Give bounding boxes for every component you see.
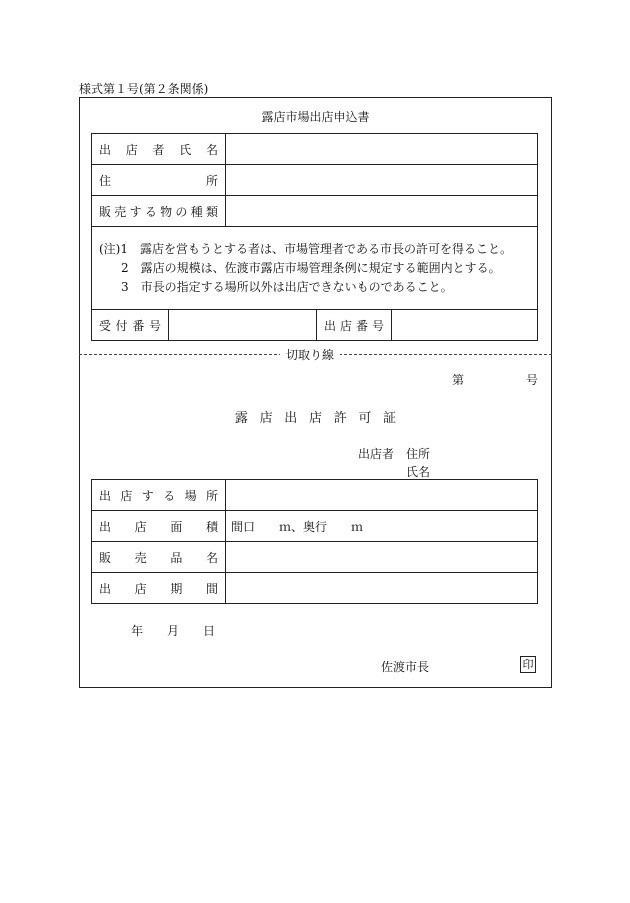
note-text: 露店を営もうとする者は、市場管理者である市長の許可を得ること。 (140, 242, 513, 256)
table-row (92, 310, 538, 341)
goods-type-label: 販売する物の種類 (92, 196, 226, 227)
notes-box (91, 225, 538, 310)
vendor-label: 出店者 (358, 447, 395, 461)
table-row (92, 511, 538, 542)
table-row (92, 134, 538, 165)
table-row (92, 165, 538, 196)
seal-stamp: 印 (520, 656, 536, 673)
receipt-table (91, 309, 538, 341)
note-3 (121, 278, 453, 295)
shop-location-label: 出店する場所 (92, 480, 226, 511)
shop-area-field[interactable]: 間口 ｍ、奥行 ｍ (226, 511, 538, 542)
permit-number (452, 371, 538, 388)
issue-date (131, 622, 215, 639)
vendor-name-label: 出店者氏名 (92, 134, 226, 165)
date-year: 年 (131, 624, 144, 638)
table-row (92, 542, 538, 573)
permit-number-prefix: 第 (452, 373, 465, 387)
vendor-name-label: 氏名 (406, 465, 431, 479)
receipt-number-label: 受付番号 (92, 310, 169, 341)
application-table (91, 133, 538, 227)
note-number: 3 (121, 280, 129, 294)
table-row (92, 480, 538, 511)
shop-location-field[interactable] (226, 480, 538, 511)
application-title: 露店市場出店申込書 (261, 110, 370, 124)
shop-period-field[interactable] (226, 573, 538, 604)
date-month: 月 (167, 624, 180, 638)
shop-number-label: 出店番号 (317, 310, 392, 341)
permit-title: 露店出店許可証 (234, 411, 408, 426)
note-prefix: (注) (99, 242, 121, 256)
vendor-address-line (358, 445, 430, 462)
receipt-number-field[interactable] (169, 310, 317, 341)
goods-name-label: 販売品名 (92, 542, 226, 573)
table-row (92, 573, 538, 604)
address-field[interactable] (226, 165, 538, 196)
goods-name-field[interactable] (226, 542, 538, 573)
shop-area-label: 出店面積 (92, 511, 226, 542)
note-number: 1 (120, 242, 129, 256)
issuer: 佐渡市長 (381, 660, 430, 674)
shop-period-label: 出店期間 (92, 573, 226, 604)
table-row (92, 196, 538, 227)
form-number-label: 様式第１号(第２条関係) (79, 82, 209, 96)
note-2 (121, 259, 501, 276)
note-text: 露店の規模は、佐渡市露店市場管理条例に規定する範囲内とする。 (140, 261, 501, 275)
date-day: 日 (203, 624, 216, 638)
shop-number-field[interactable] (392, 310, 538, 341)
note-number: 2 (121, 261, 129, 275)
permit-number-suffix: 号 (526, 373, 539, 387)
cut-line-label: 切取り線 (280, 346, 340, 363)
address-label: 住所 (92, 165, 226, 196)
note-1 (99, 240, 512, 257)
permit-table (91, 479, 538, 604)
vendor-name-field[interactable] (226, 134, 538, 165)
note-text: 市長の指定する場所以外は出店できないものであること。 (140, 280, 453, 294)
goods-type-field[interactable] (226, 196, 538, 227)
vendor-address-label: 住所 (406, 447, 431, 461)
